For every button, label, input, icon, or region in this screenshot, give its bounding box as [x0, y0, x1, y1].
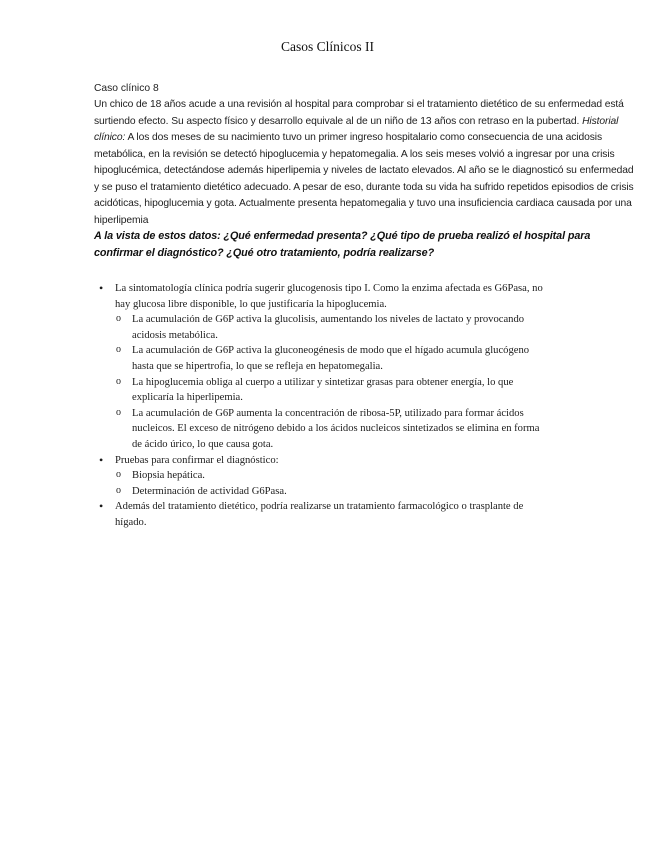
case-heading: Caso clínico 8 — [94, 83, 159, 94]
case-section — [94, 81, 634, 261]
case-question: A la vista de estos datos: ¿Qué enfermedad presenta? ¿Qué tipo de prueba realizó el hospital para confirmar el diagnóstico? ¿Qué otro tratamiento, podría realizarse? — [94, 230, 591, 259]
answer-text: Pruebas para confirmar el diagnóstico: — [115, 454, 279, 466]
sub-point: o La acumulación de G6P aumenta la concentración de ribosa-5P, utilizado para formar ácidos nucleicos. El exceso de nitrógeno debido a los ácidos nucleicos sintetizados se elimina en forma de ácido úrico, lo que causa gota. — [115, 406, 543, 453]
sub-point: o La acumulación de G6P activa la glucolisis, aumentando los niveles de lactato y provocando acidosis metabólica. — [115, 312, 543, 343]
sub-point: o Determinación de actividad G6Pasa. — [115, 484, 543, 500]
page-title: Casos Clínicos II — [281, 39, 374, 54]
sub-point: o La acumulación de G6P activa la gluconeogénesis de modo que el hígado acumula glucógeno hasta que se hipertrofia, lo que se refleja en hepatomegalia. — [115, 343, 543, 374]
sub-point: o Biopsia hepática. — [115, 468, 543, 484]
answer-point-treatment — [98, 499, 543, 530]
case-history-text: A los dos meses de su nacimiento tuvo un primer ingreso hospitalario como consecuencia de una acidosis metabólica, en la revisión se detectó hipoglucemia y hepatomegalia. A los seis meses volvió a ingresar por una crisis hipoglucémica, detectándose además hiperlipemia y niveles de lactato elevados. Al año se le diagnosticó su enfermedad y se puso el tratamiento dietético adecuado. A pesar de eso, durante toda su vida ha sufrido repetidos episodios de crisis acidóticas, hipoglucemia y gota. Actualmente presenta hepatomegalia y tuvo una insuficiencia cardiaca causada por una hiperlipemia — [94, 132, 634, 226]
answer-point-tests — [98, 453, 543, 500]
answers-list — [98, 281, 543, 531]
history-label: Historial clínico: — [94, 115, 619, 143]
answer-point-diagnosis — [98, 281, 543, 453]
answer-text: Además del tratamiento dietético, podría realizarse un tratamiento farmacológico o trasplante de hígado. — [115, 501, 524, 528]
case-intro-text: Un chico de 18 años acude a una revisión al hospital para comprobar si el tratamiento dietético de su enfermedad está surtiendo efecto. Su aspecto físico y desarrollo equivale al de un niño de 13 años con retraso en la pubertad. — [94, 99, 624, 127]
case-description — [94, 97, 634, 228]
sub-point: o La hipoglucemia obliga al cuerpo a utilizar y sintetizar grasas para obtener energía, lo que explicaría la hiperlipemia. — [115, 375, 543, 406]
answer-text: La sintomatología clínica podría sugerir glucogenosis tipo I. Como la enzima afectada es G6Pasa, no hay glucosa libre disponible, lo que justificaría la hipoglucemia. — [115, 283, 543, 310]
